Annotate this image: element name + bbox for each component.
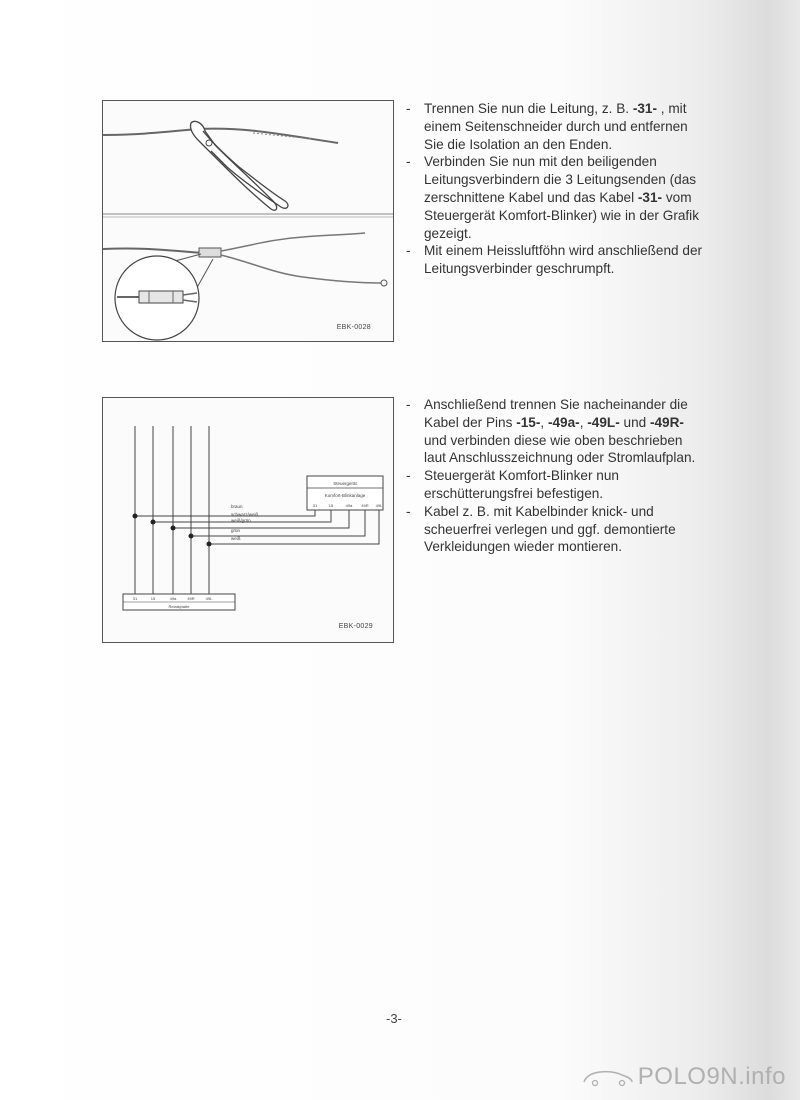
figure-wire-connection (102, 100, 394, 342)
step-text: Verbinden Sie nun mit den beiligenden Leitungsverbindern die 3 Leitungsenden (das zerschnittene Kabel und das Kabel (424, 154, 697, 205)
instruction-step (404, 396, 704, 467)
relay-pin: 49L (205, 596, 213, 601)
pin-reference: -31- (632, 101, 658, 116)
step-text: , (579, 414, 588, 430)
step-text: , (540, 414, 548, 430)
instruction-step (404, 467, 704, 503)
car-logo-icon (582, 1067, 634, 1087)
wire-color-label: braun (231, 504, 243, 509)
instruction-step (404, 503, 704, 556)
site-watermark (582, 1062, 786, 1092)
instruction-step (404, 153, 704, 242)
relay-plate-box (123, 594, 235, 610)
instruction-list (404, 100, 704, 278)
instruction-list (404, 396, 704, 556)
pin-reference: -15- (516, 414, 541, 430)
wire-connection-illustration (103, 101, 393, 341)
figure-caption: EBK-0028 (336, 324, 371, 331)
pin-reference: -31- (637, 189, 663, 205)
control-unit-pin: 49R (361, 503, 369, 508)
step-text: Mit einem Heissluftföhn wird anschließend der Leitungsverbinder geschrumpft. (424, 243, 703, 277)
relay-pin: 31 (132, 596, 138, 601)
control-unit-pin: 31 (312, 503, 318, 508)
instruction-step (404, 100, 704, 153)
instructions-section-1 (404, 100, 704, 278)
relay-plate-label: Relaisplatte (168, 604, 190, 609)
instructions-section-2 (404, 396, 704, 556)
page-number: -3- (386, 1011, 402, 1026)
step-text: , mit einem Seitenschneider durch und entfernen Sie die Isolation an den Enden. (424, 101, 688, 152)
pin-reference: -49a- (547, 414, 580, 430)
relay-pin: 49R (187, 596, 195, 601)
control-unit-box (307, 476, 383, 510)
connector-detail-magnifier (115, 254, 213, 340)
step-text: und verbinden diese wie oben beschrieben laut Anschlusszeichnung oder Stromlaufplan. (424, 432, 696, 466)
figure-wiring-diagram (102, 397, 394, 643)
control-unit-pin: 49L (375, 503, 383, 508)
instruction-step (404, 242, 704, 278)
wiring-schematic (103, 398, 393, 642)
control-unit-pin: 15 (328, 503, 334, 508)
control-unit-name: Komfort-Blinkanlage (324, 493, 366, 498)
control-unit-pin: 49a (345, 503, 353, 508)
step-text: vom Steuergerät Komfort-Blinker) wie in der Grafik gezeigt. (424, 189, 699, 241)
watermark-text: POLO9N.info (637, 1063, 786, 1090)
step-text: Steuergerät Komfort-Blinker nun erschütterungsfrei befestigen. (424, 468, 619, 501)
step-text: Anschließend trennen Sie nacheinander die Kabel der Pins (424, 397, 688, 430)
step-text: Kabel z. B. mit Kabelbinder knick- und scheuerfrei verlegen und ggf. demontierte Verkleidungen wieder montieren. (424, 503, 676, 555)
wire-color-label: grün (231, 528, 241, 533)
relay-pin: 49a (169, 596, 177, 601)
figure-caption: EBK-0029 (338, 623, 373, 630)
control-unit-title: Steuergerät (333, 481, 357, 486)
wire-color-label: weiß (231, 536, 241, 541)
pin-reference: -49R- (649, 414, 684, 430)
relay-pin: 15 (150, 596, 156, 601)
pin-reference: -49L- (587, 414, 620, 430)
wire-color-label: schwarz/weiß (231, 512, 259, 517)
step-text: und (619, 414, 650, 430)
wire-color-label: weiß/grün (231, 518, 251, 523)
step-text: Trennen Sie nun die Leitung, z. B. (424, 101, 633, 116)
